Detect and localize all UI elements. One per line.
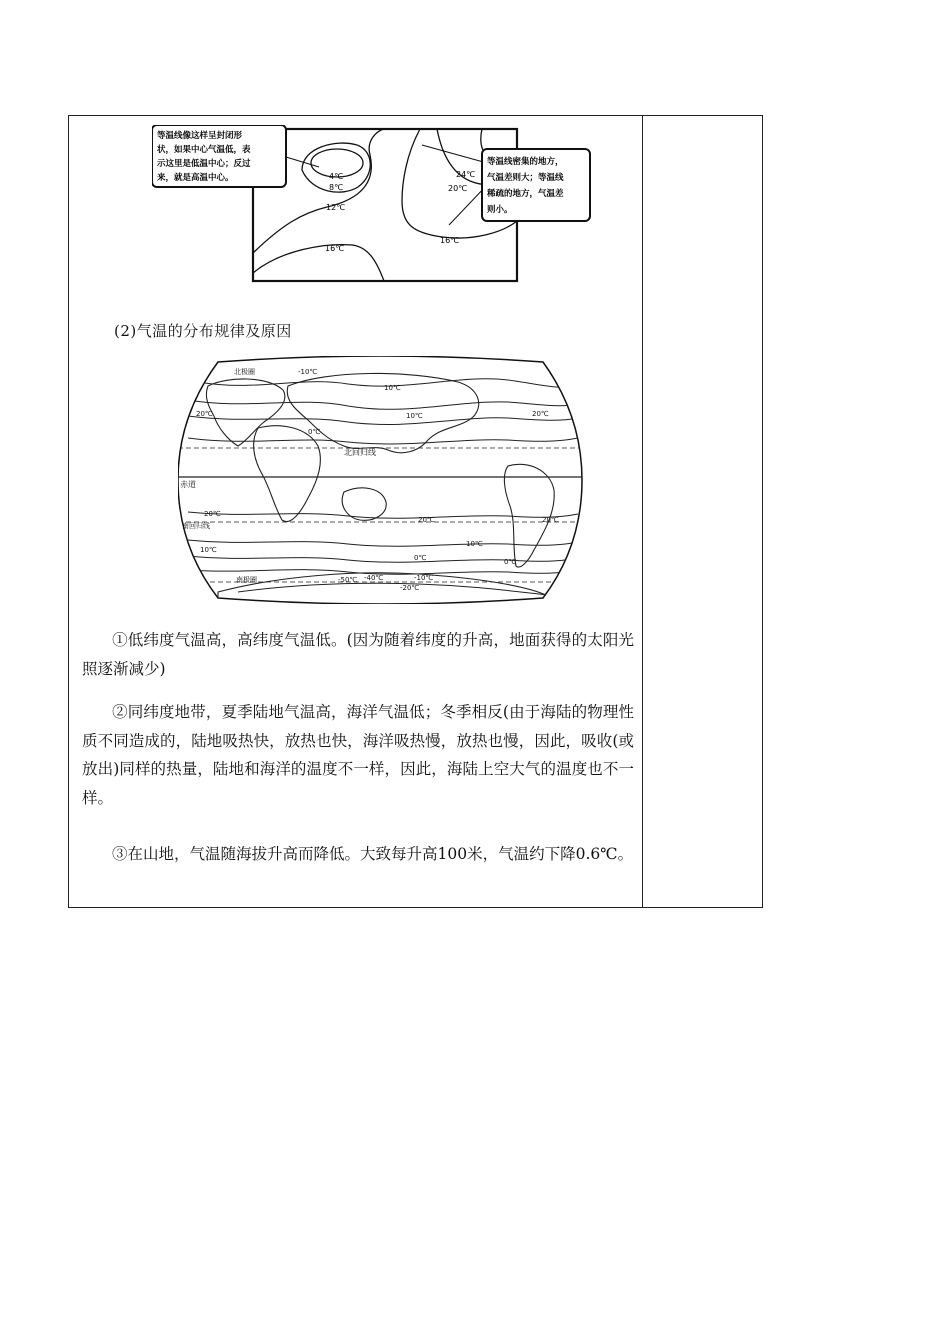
label-equator: 赤道 xyxy=(180,480,196,489)
label-iso-0-b: 0℃ xyxy=(414,554,427,562)
svg-text:则小。: 则小。 xyxy=(487,205,513,215)
label-4: 4℃ xyxy=(329,172,344,181)
label-iso-m20: -20℃ xyxy=(400,584,420,592)
label-iso-20-b: 20℃ xyxy=(532,410,549,418)
label-iso-0-a: 0℃ xyxy=(308,428,321,436)
label-iso-10-b: 10℃ xyxy=(406,412,423,420)
label-iso-20-c: 20℃ xyxy=(204,510,221,518)
svg-text:气温差则大；等温线: 气温差则大；等温线 xyxy=(487,173,564,183)
label-arctic-circle: 北极圈 xyxy=(234,368,255,376)
column-divider xyxy=(642,116,643,907)
svg-text:稀疏的地方，气温差: 稀疏的地方，气温差 xyxy=(487,189,564,199)
label-tropic-capricorn: 南回归线 xyxy=(182,522,210,530)
label-iso-20-a: 20℃ xyxy=(196,410,213,418)
label-iso-10-c: 10℃ xyxy=(200,546,217,554)
paragraph-altitude: ③在山地，气温随海拔升高而降低。大致每升高100米，气温约下降0.6℃。 xyxy=(112,845,634,863)
paragraph-land-sea: ②同纬度地带，夏季陆地气温高，海洋气温低；冬季相反(由于海陆的物理性质不同造成的，陆地吸热快，放热也快，海洋吸热慢，放热也慢，因此，吸收(或放出)同样的热量，陆地和海洋的温度不一样，因此，海陆上空大气的温度也不一样。 xyxy=(82,703,634,807)
callout-left xyxy=(152,125,286,187)
label-iso-m10-a: -10℃ xyxy=(298,368,318,376)
label-iso-m40: -40℃ xyxy=(364,574,384,582)
pointer-right-1 xyxy=(422,145,487,163)
label-iso-m50: -50℃ xyxy=(338,576,358,584)
callout-right xyxy=(482,149,590,221)
svg-text:状，如果中心气温低，表: 状，如果中心气温低，表 xyxy=(157,145,251,155)
paragraph-latitude: ①低纬度气温高，高纬度气温低。(因为随着纬度的升高，地面获得的太阳光照逐渐减少) xyxy=(82,631,634,678)
isotherm-diagram xyxy=(152,125,602,290)
label-iso-20-d: 20℃ xyxy=(418,516,435,524)
world-isotherm-map xyxy=(178,356,583,604)
label-iso-10-d: 10℃ xyxy=(466,540,483,548)
section-heading: (2)气温的分布规律及原因 xyxy=(114,322,292,340)
label-12: 12℃ xyxy=(326,203,346,212)
diagram-frame xyxy=(253,129,517,281)
label-iso-m10-b: -10℃ xyxy=(414,574,434,582)
svg-text:来，就是高温中心。: 来，就是高温中心。 xyxy=(157,173,234,183)
label-tropic-cancer: 北回归线 xyxy=(344,448,376,457)
label-iso-10-a: 10℃ xyxy=(384,384,401,392)
label-iso-0-c: 0℃ xyxy=(504,558,517,566)
label-16-right: 16℃ xyxy=(440,236,460,245)
isotherm-16-left xyxy=(253,245,384,281)
label-iso-20-e: 20℃ xyxy=(542,516,559,524)
label-20: 20℃ xyxy=(448,184,468,193)
label-8: 8℃ xyxy=(329,183,344,192)
label-16-left: 16℃ xyxy=(325,244,345,253)
label-antarctic-circle: 南极圈 xyxy=(236,576,257,584)
label-24: 24℃ xyxy=(456,170,476,179)
svg-text:等温线密集的地方，: 等温线密集的地方， xyxy=(487,157,564,167)
svg-text:等温线像这样呈封闭形: 等温线像这样呈封闭形 xyxy=(157,131,243,141)
svg-text:示这里是低温中心；反过: 示这里是低温中心；反过 xyxy=(157,159,251,169)
